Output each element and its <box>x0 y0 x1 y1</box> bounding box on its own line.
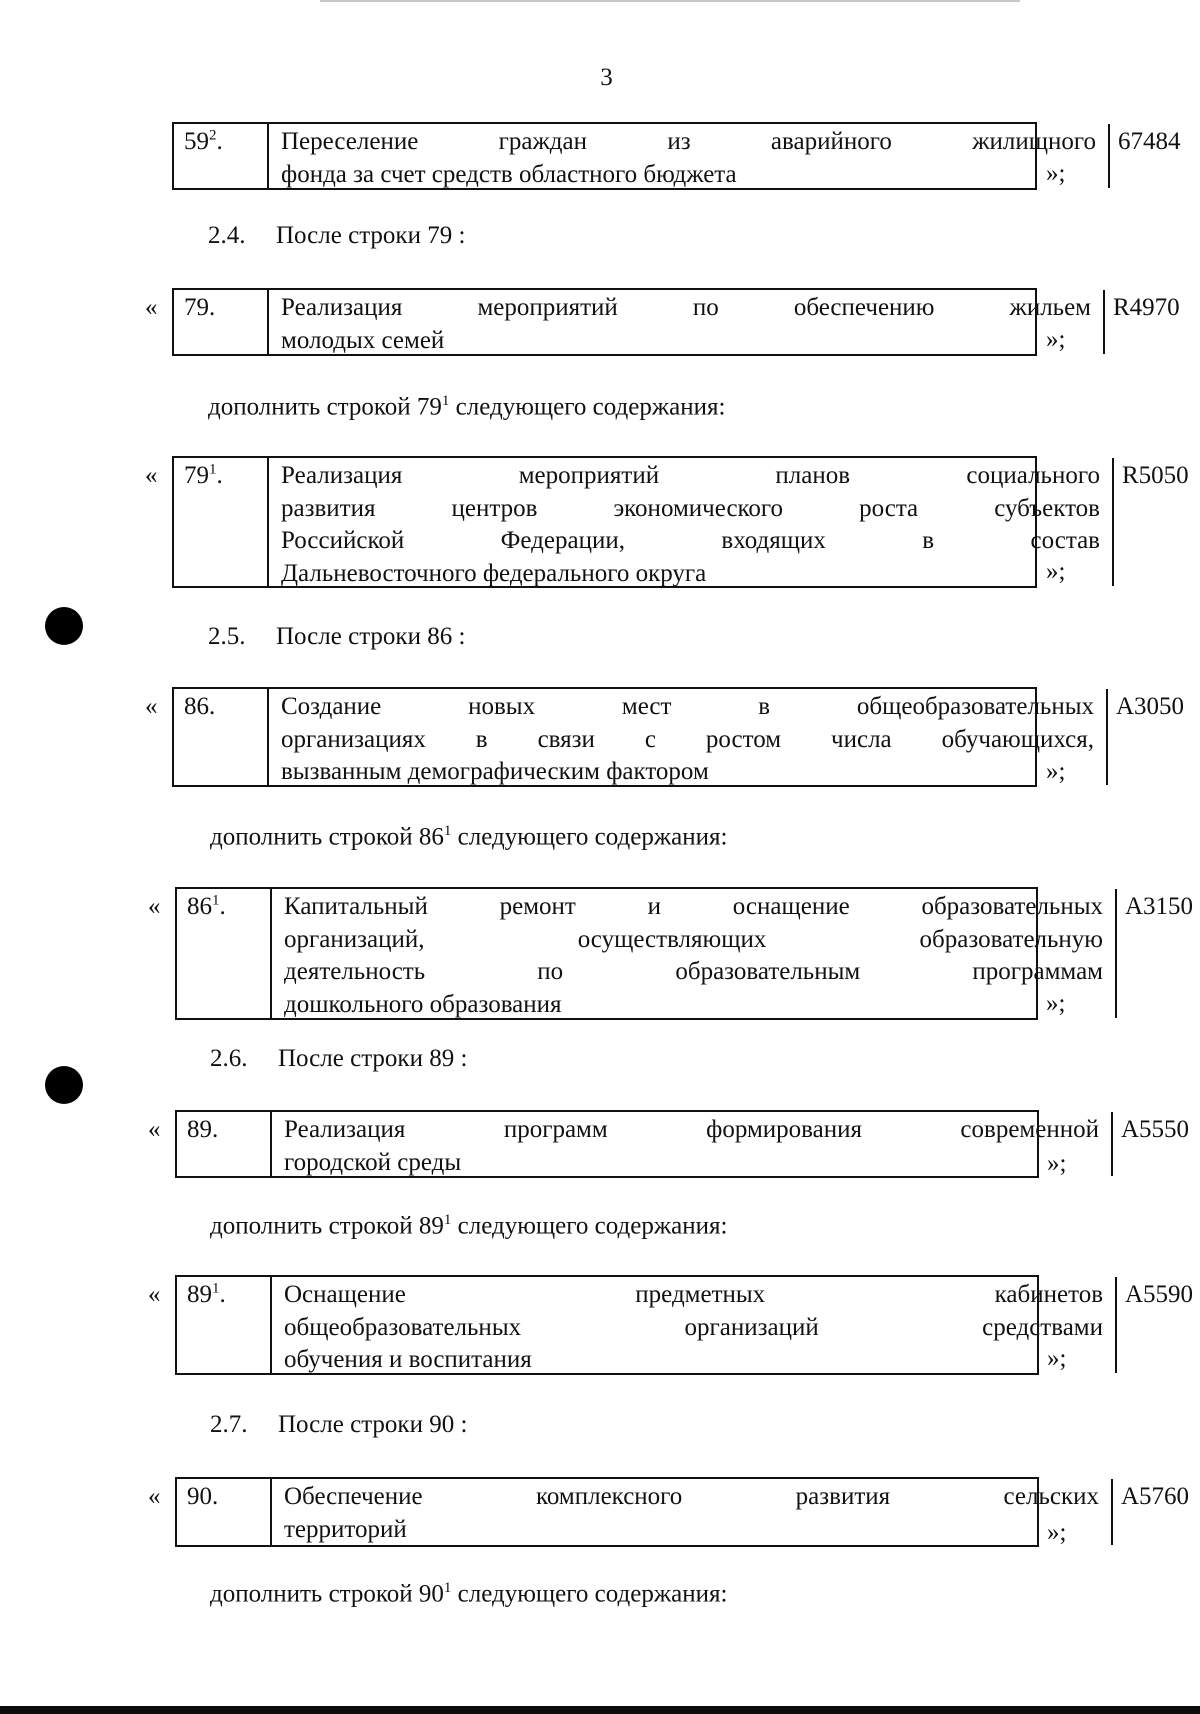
scan-edge-line <box>320 0 1020 2</box>
row-number-text <box>187 1281 226 1308</box>
description-word: аварийного <box>770 128 892 155</box>
description-line: обучения и воспитания <box>284 1346 532 1373</box>
open-quote: « <box>145 294 158 321</box>
clause-number: 2.6. <box>210 1045 248 1072</box>
supplement-instruction <box>210 1580 727 1608</box>
instruction-superscript: 1 <box>443 1580 452 1596</box>
row-code: A5760 <box>1111 1479 1189 1545</box>
row-number-value: 79 <box>184 462 209 489</box>
description-word: развития <box>281 494 376 522</box>
section-heading <box>210 1045 467 1073</box>
description-word: общеобразовательных <box>856 693 1094 720</box>
description-word: комплексного <box>536 1483 683 1510</box>
row-description <box>270 889 1115 1018</box>
row-number-value: 89. <box>187 1116 219 1143</box>
description-word: обеспечению <box>793 294 935 321</box>
description-word: обучающихся, <box>941 725 1094 753</box>
description-word: по <box>692 294 719 321</box>
row-number <box>174 689 267 785</box>
instruction-suffix: следующего содержания: <box>449 393 726 421</box>
close-quote: »; <box>1046 326 1066 353</box>
scan-bottom-edge <box>0 1706 1200 1714</box>
close-quote: »; <box>1047 1519 1067 1546</box>
description-word: Оснащение <box>284 1281 406 1308</box>
row-number-value: 86. <box>184 693 216 720</box>
row-number-text <box>187 1116 218 1143</box>
description-word: Реализация <box>281 294 403 321</box>
row-number-superscript: 2 <box>209 127 217 144</box>
section-heading <box>210 1411 467 1439</box>
close-quote: »; <box>1047 1345 1067 1372</box>
description-line <box>281 525 1100 558</box>
open-quote: « <box>148 893 161 920</box>
description-word: жилищного <box>972 128 1096 155</box>
close-quote: »; <box>1046 758 1066 785</box>
description-word: сельских <box>1003 1483 1099 1510</box>
supplement-instruction <box>210 1212 727 1240</box>
description-word: новых <box>468 693 536 720</box>
description-word: в <box>922 527 935 554</box>
close-quote: »; <box>1046 990 1066 1017</box>
description-word: образовательных <box>921 893 1103 920</box>
description-word: формирования <box>706 1116 862 1143</box>
table-row <box>172 687 1185 787</box>
description-line <box>284 1312 1103 1345</box>
description-word: и <box>647 893 662 920</box>
description-word: Федерации, <box>500 527 625 554</box>
row-number-value: 86 <box>187 893 212 920</box>
description-word: Российской <box>281 527 405 554</box>
supplement-instruction <box>208 393 725 421</box>
row-number-suffix: . <box>219 1281 226 1308</box>
row-code: A5590 <box>1115 1277 1193 1373</box>
description-line <box>281 292 1091 325</box>
table-row <box>175 1477 1190 1547</box>
row-number-suffix: . <box>219 893 226 920</box>
row-number-superscript: 1 <box>212 892 220 909</box>
description-word: деятельность <box>284 958 426 985</box>
description-word: организаций, <box>284 925 425 953</box>
table-row <box>175 1110 1190 1178</box>
close-quote: »; <box>1046 558 1066 585</box>
description-word: ростом <box>705 725 782 753</box>
description-line <box>281 460 1100 493</box>
table-row <box>175 887 1194 1020</box>
row-description <box>270 1112 1111 1176</box>
instruction-suffix: следующего содержания: <box>451 1212 728 1240</box>
row-number-value: 89 <box>187 1281 212 1308</box>
instruction-prefix: дополнить строкой 79 <box>208 393 442 421</box>
description-word: программ <box>503 1116 608 1143</box>
close-quote: »; <box>1046 160 1066 187</box>
description-word: из <box>667 128 691 155</box>
row-number <box>174 124 267 188</box>
description-line <box>284 1481 1099 1514</box>
row-number-text <box>184 128 223 155</box>
row-number <box>177 1479 270 1545</box>
open-quote: « <box>148 1281 161 1308</box>
description-line: городской среды <box>284 1148 462 1176</box>
description-word: Переселение <box>281 128 419 155</box>
description-line <box>281 724 1094 757</box>
description-word: предметных <box>635 1281 766 1308</box>
row-description <box>267 458 1112 586</box>
row-description <box>270 1277 1115 1373</box>
description-word: мероприятий <box>477 294 618 321</box>
instruction-prefix: дополнить строкой 86 <box>210 823 444 851</box>
row-number <box>174 458 267 586</box>
description-word: по <box>537 958 564 985</box>
open-quote: « <box>148 1483 161 1510</box>
description-word: субъектов <box>994 494 1100 522</box>
description-line <box>281 691 1094 724</box>
description-line: дошкольного образования <box>284 990 562 1018</box>
description-word: в <box>758 693 771 720</box>
row-number-text <box>184 693 215 720</box>
table-row <box>172 288 1180 356</box>
instruction-superscript: 1 <box>443 823 452 839</box>
row-number <box>177 1277 270 1373</box>
description-word: связи <box>537 725 595 753</box>
row-code: A5550 <box>1111 1112 1189 1176</box>
description-word: жильем <box>1009 294 1091 321</box>
description-word: состав <box>1030 527 1100 554</box>
description-word: роста <box>859 494 919 522</box>
description-word: Обеспечение <box>284 1483 423 1510</box>
section-heading <box>208 623 465 651</box>
row-number-superscript: 1 <box>212 1280 220 1297</box>
description-word: мероприятий <box>518 462 660 489</box>
table-row <box>172 456 1189 588</box>
row-code: 67484 <box>1108 124 1181 188</box>
description-word: развития <box>795 1483 891 1510</box>
description-line <box>281 493 1100 526</box>
description-line: вызванным демографическим фактором <box>281 758 709 785</box>
description-word: в <box>475 725 488 753</box>
description-word: Реализация <box>284 1116 406 1143</box>
description-word: Капитальный <box>284 893 428 920</box>
open-quote: « <box>145 462 158 489</box>
description-word: организаций <box>684 1313 819 1341</box>
description-word: образовательную <box>919 925 1103 953</box>
description-word: образовательным <box>675 958 861 985</box>
close-quote: »; <box>1047 1150 1067 1177</box>
row-number-suffix: . <box>216 128 223 155</box>
row-number-text <box>187 1483 218 1510</box>
clause-text: После строки 79 : <box>276 222 466 249</box>
description-line <box>284 1279 1103 1312</box>
supplement-instruction <box>210 823 727 851</box>
description-word: общеобразовательных <box>284 1313 522 1341</box>
table-row <box>175 1275 1194 1375</box>
description-line <box>284 956 1103 989</box>
description-word: организациях <box>281 725 426 753</box>
description-word: социального <box>966 462 1100 489</box>
row-description <box>267 124 1108 188</box>
section-heading <box>208 222 465 250</box>
punch-hole-mark <box>45 607 83 645</box>
description-line <box>284 924 1103 957</box>
open-quote: « <box>148 1116 161 1143</box>
instruction-superscript: 1 <box>441 393 450 409</box>
description-word: числа <box>831 725 892 753</box>
row-number-superscript: 1 <box>209 461 217 478</box>
description-word: оснащение <box>732 893 850 920</box>
description-word: осуществляющих <box>577 925 767 953</box>
description-word: входящих <box>721 527 826 554</box>
description-word: современной <box>960 1116 1099 1143</box>
row-description <box>267 689 1106 785</box>
row-description <box>267 290 1103 354</box>
row-code: A3050 <box>1106 689 1184 785</box>
description-line: фонда за счет средств областного бюджета <box>281 160 737 188</box>
clause-number: 2.7. <box>210 1411 248 1438</box>
row-number <box>177 1112 270 1176</box>
row-number <box>174 290 267 354</box>
description-line <box>284 1114 1099 1147</box>
instruction-prefix: дополнить строкой 89 <box>210 1212 444 1240</box>
row-code: A3150 <box>1115 889 1193 1018</box>
description-word: Реализация <box>281 462 403 489</box>
row-number-text <box>184 294 215 321</box>
clause-number: 2.4. <box>208 222 246 249</box>
description-word: центров <box>451 494 538 522</box>
row-number-value: 90. <box>187 1483 219 1510</box>
description-word: экономического <box>613 494 784 522</box>
description-word: программам <box>972 958 1103 985</box>
description-word: мест <box>621 693 672 720</box>
row-number-value: 79. <box>184 294 216 321</box>
description-word: граждан <box>498 128 587 155</box>
instruction-superscript: 1 <box>443 1212 452 1228</box>
row-number <box>177 889 270 1018</box>
row-number-text <box>187 893 226 920</box>
description-line: Дальневосточного федерального округа <box>281 559 707 587</box>
row-number-text <box>184 462 223 489</box>
description-line <box>281 126 1096 159</box>
description-word: кабинетов <box>994 1281 1103 1308</box>
row-number-value: 59 <box>184 128 209 155</box>
row-number-suffix: . <box>216 462 223 489</box>
clause-text: После строки 86 : <box>276 623 466 650</box>
description-word: средствами <box>982 1313 1103 1341</box>
clause-text: После строки 90 : <box>278 1411 468 1438</box>
description-word: планов <box>775 462 851 489</box>
description-line: молодых семей <box>281 326 445 354</box>
clause-number: 2.5. <box>208 623 246 650</box>
description-line <box>284 891 1103 924</box>
row-code: R4970 <box>1103 290 1180 354</box>
row-code: R5050 <box>1112 458 1189 586</box>
description-word: с <box>644 725 656 753</box>
row-description <box>270 1479 1111 1545</box>
page-number: 3 <box>600 64 613 91</box>
instruction-prefix: дополнить строкой 90 <box>210 1580 444 1608</box>
description-word: Создание <box>281 693 382 720</box>
clause-text: После строки 89 : <box>278 1045 468 1072</box>
instruction-suffix: следующего содержания: <box>451 823 728 851</box>
open-quote: « <box>145 693 158 720</box>
description-word: ремонт <box>499 893 576 920</box>
punch-hole-mark <box>45 1066 83 1104</box>
description-line: территорий <box>284 1515 407 1543</box>
table-row <box>172 122 1181 190</box>
instruction-suffix: следующего содержания: <box>451 1580 728 1608</box>
